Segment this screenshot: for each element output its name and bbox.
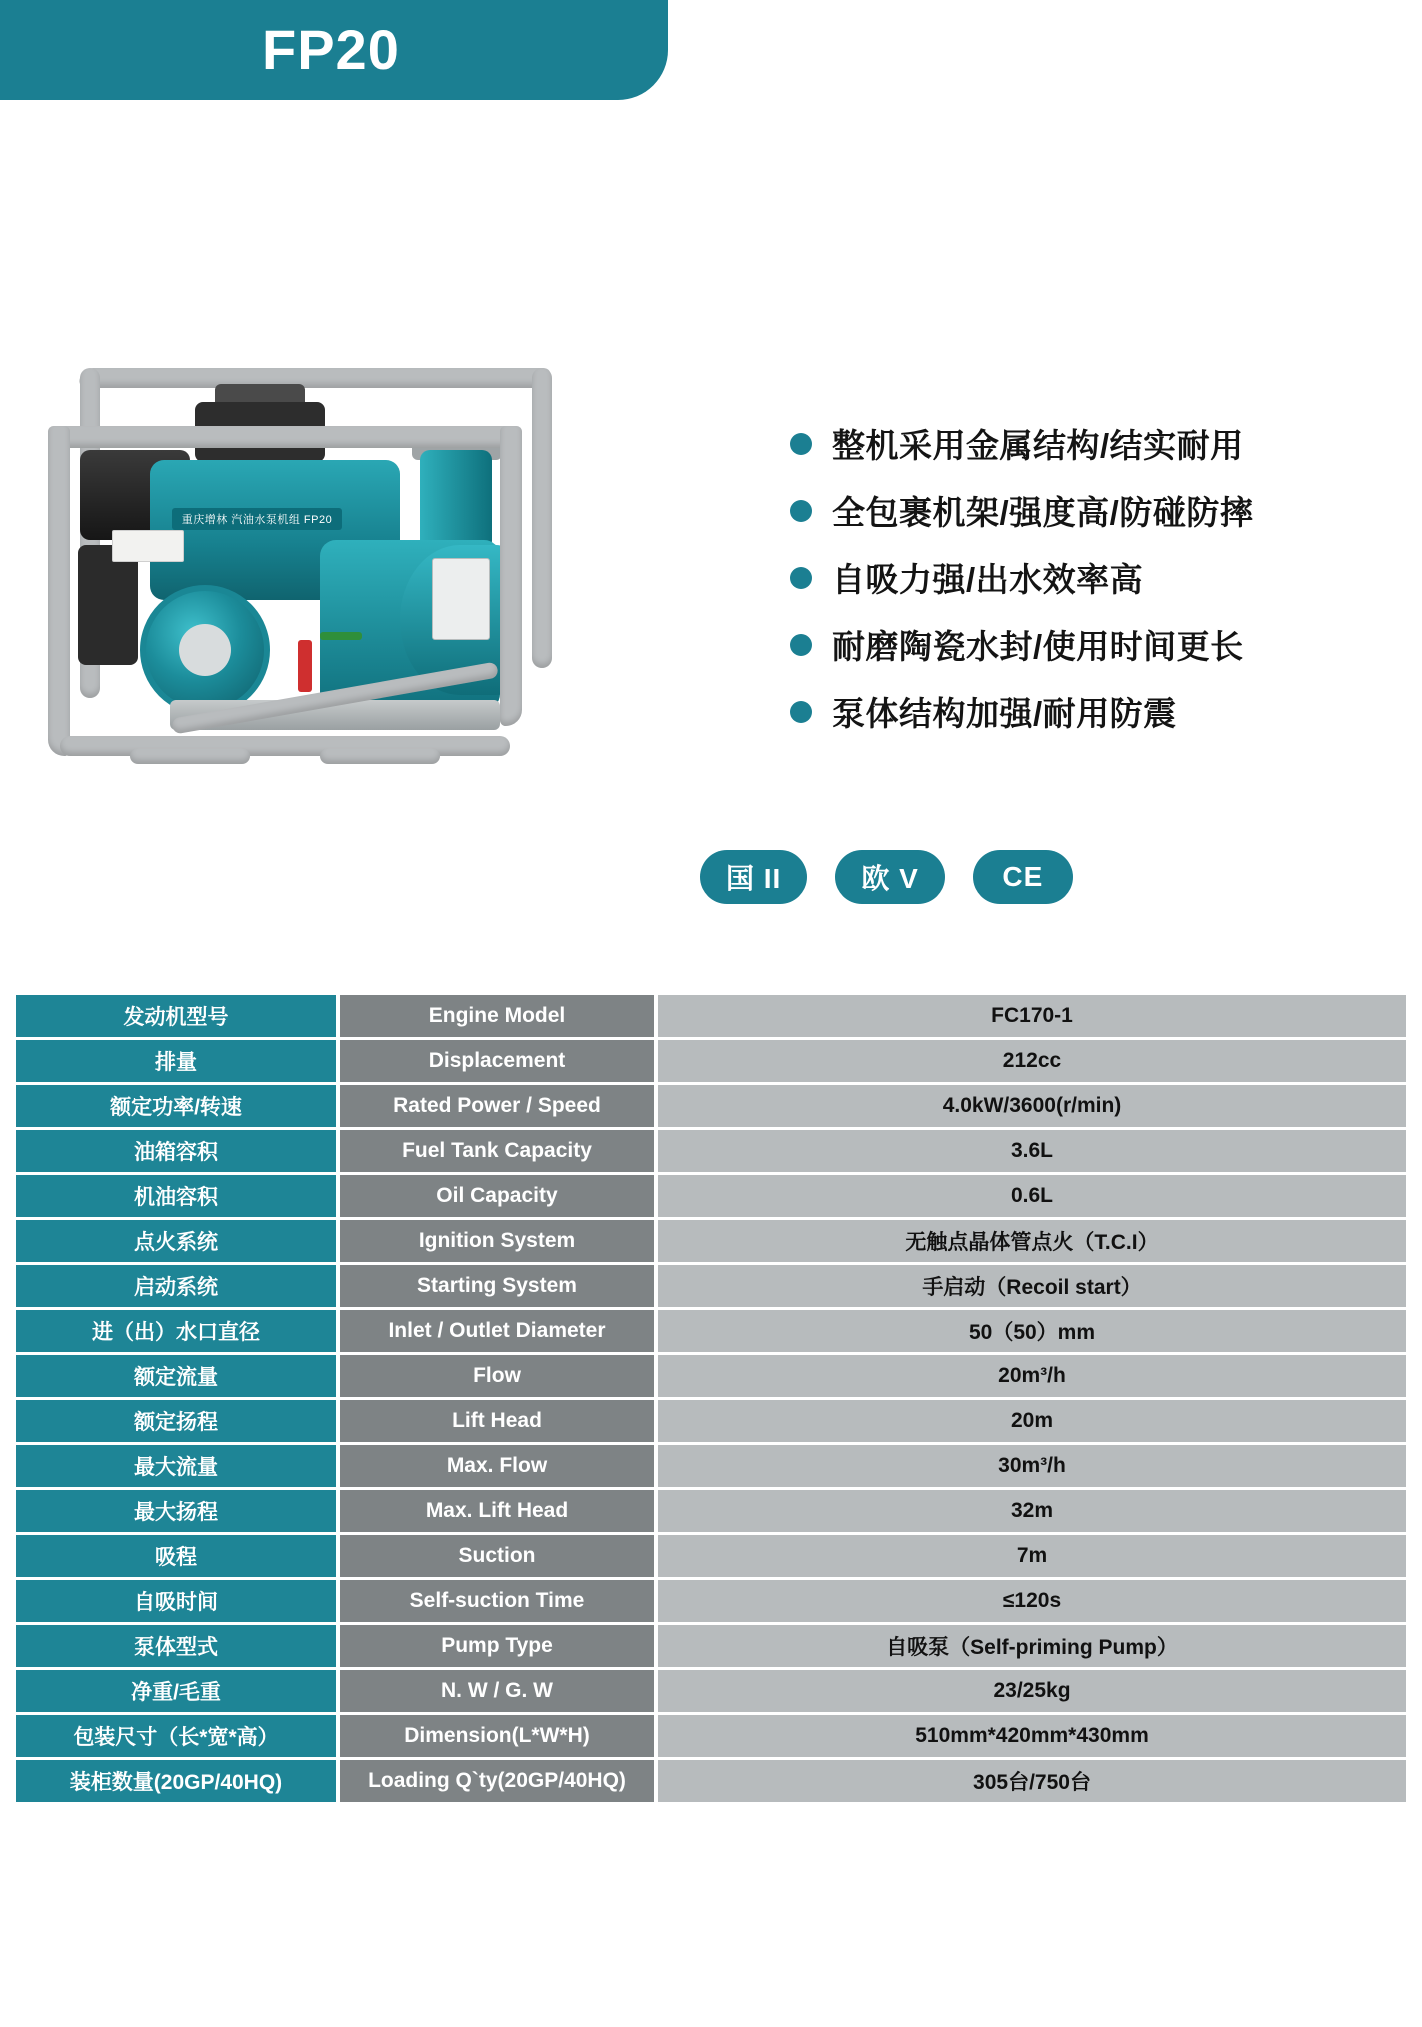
table-row xyxy=(16,1400,1406,1442)
spec-value: 20m xyxy=(658,1400,1406,1442)
spec-name-cn: 自吸时间 xyxy=(16,1580,336,1622)
spec-value: 手启动（Recoil start） xyxy=(658,1265,1406,1307)
hero-section xyxy=(0,100,1422,840)
spec-name-en: Lift Head xyxy=(336,1400,658,1442)
spec-name-cn: 包装尺寸（长*宽*高） xyxy=(16,1715,336,1757)
table-row xyxy=(16,1355,1406,1397)
frame-bar-right-front xyxy=(500,426,522,726)
product-image xyxy=(0,100,790,800)
bullet-dot-icon xyxy=(790,634,812,656)
table-row xyxy=(16,1715,1406,1757)
spec-value: 0.6L xyxy=(658,1175,1406,1217)
spec-name-cn: 发动机型号 xyxy=(16,995,336,1037)
spec-name-cn: 泵体型式 xyxy=(16,1625,336,1667)
frame-bar-bottom xyxy=(60,736,510,756)
spec-name-cn: 油箱容积 xyxy=(16,1130,336,1172)
spec-name-cn: 最大流量 xyxy=(16,1445,336,1487)
frame-bar-left-front xyxy=(48,426,70,756)
spec-value: 无触点晶体管点火（T.C.I） xyxy=(658,1220,1406,1262)
specification-table xyxy=(16,992,1406,1805)
table-row xyxy=(16,1265,1406,1307)
bullet-dot-icon xyxy=(790,701,812,723)
spec-table-body xyxy=(16,995,1406,1802)
table-row xyxy=(16,1130,1406,1172)
spec-name-cn: 额定扬程 xyxy=(16,1400,336,1442)
spec-name-en: Max. Flow xyxy=(336,1445,658,1487)
spec-name-en: Pump Type xyxy=(336,1625,658,1667)
spec-value: 32m xyxy=(658,1490,1406,1532)
frame-bar-top-front xyxy=(50,426,520,448)
feature-item xyxy=(790,487,1402,534)
spec-name-cn: 净重/毛重 xyxy=(16,1670,336,1712)
spec-name-cn: 最大扬程 xyxy=(16,1490,336,1532)
feature-label: 耐磨陶瓷水封/使用时间更长 xyxy=(832,628,1244,665)
spec-name-en: Engine Model xyxy=(336,995,658,1037)
frame-bar-right-back xyxy=(532,368,552,668)
feature-item xyxy=(790,420,1402,467)
feature-label: 泵体结构加强/耐用防震 xyxy=(832,695,1177,732)
spec-name-cn: 额定功率/转速 xyxy=(16,1085,336,1127)
table-row xyxy=(16,1175,1406,1217)
spec-value: 305台/750台 xyxy=(658,1760,1406,1802)
frame-bar-top-back xyxy=(77,368,553,388)
spec-name-cn: 装柜数量(20GP/40HQ) xyxy=(16,1760,336,1802)
spec-name-en: Flow xyxy=(336,1355,658,1397)
engine-decal: 重庆增林 汽油水泵机组 FP20 xyxy=(172,508,342,530)
frame-foot-left xyxy=(130,748,250,764)
spec-name-en: Loading Q`ty(20GP/40HQ) xyxy=(336,1760,658,1802)
spec-name-en: Ignition System xyxy=(336,1220,658,1262)
spec-name-en: Max. Lift Head xyxy=(336,1490,658,1532)
bullet-dot-icon xyxy=(790,500,812,522)
certification-badges xyxy=(0,850,1422,904)
spec-value: 3.6L xyxy=(658,1130,1406,1172)
spec-name-cn: 启动系统 xyxy=(16,1265,336,1307)
wire-green xyxy=(320,632,362,640)
table-row xyxy=(16,995,1406,1037)
table-row xyxy=(16,1760,1406,1802)
spec-value: 4.0kW/3600(r/min) xyxy=(658,1085,1406,1127)
table-row xyxy=(16,1490,1406,1532)
recoil-starter xyxy=(140,585,270,715)
outlet-pipe xyxy=(420,450,492,545)
badge-ce: CE xyxy=(973,850,1073,904)
bullet-dot-icon xyxy=(790,567,812,589)
badge-euro-v: 欧 V xyxy=(835,850,944,904)
spec-name-en: Rated Power / Speed xyxy=(336,1085,658,1127)
spec-name-en: Starting System xyxy=(336,1265,658,1307)
pump-illustration xyxy=(20,340,720,810)
frame-foot-right xyxy=(320,748,440,764)
table-row xyxy=(16,1085,1406,1127)
muffler xyxy=(78,545,138,665)
spec-name-cn: 机油容积 xyxy=(16,1175,336,1217)
spec-value: 自吸泵（Self-priming Pump） xyxy=(658,1625,1406,1667)
feature-item xyxy=(790,554,1402,601)
spec-name-en: Inlet / Outlet Diameter xyxy=(336,1310,658,1352)
spec-name-cn: 排量 xyxy=(16,1040,336,1082)
spec-name-en: Dimension(L*W*H) xyxy=(336,1715,658,1757)
spec-name-en: Displacement xyxy=(336,1040,658,1082)
spec-value: FC170-1 xyxy=(658,995,1406,1037)
table-row xyxy=(16,1220,1406,1262)
table-row xyxy=(16,1535,1406,1577)
spec-name-cn: 吸程 xyxy=(16,1535,336,1577)
spec-name-cn: 额定流量 xyxy=(16,1355,336,1397)
model-title-banner xyxy=(0,0,668,100)
warning-label xyxy=(112,530,184,562)
spec-value: 510mm*420mm*430mm xyxy=(658,1715,1406,1757)
spec-name-cn: 进（出）水口直径 xyxy=(16,1310,336,1352)
feature-label: 全包裹机架/强度高/防碰防摔 xyxy=(832,494,1254,531)
spec-name-en: Suction xyxy=(336,1535,658,1577)
bullet-dot-icon xyxy=(790,433,812,455)
spec-value: 50（50）mm xyxy=(658,1310,1406,1352)
feature-label: 自吸力强/出水效率高 xyxy=(832,561,1144,598)
spec-value: 20m³/h xyxy=(658,1355,1406,1397)
feature-item xyxy=(790,688,1402,735)
feature-item xyxy=(790,621,1402,668)
spec-name-cn: 点火系统 xyxy=(16,1220,336,1262)
spec-name-en: N. W / G. W xyxy=(336,1670,658,1712)
table-row xyxy=(16,1310,1406,1352)
spec-plate xyxy=(432,558,490,640)
page-title: FP20 xyxy=(262,18,400,81)
spec-name-en: Self-suction Time xyxy=(336,1580,658,1622)
table-row xyxy=(16,1670,1406,1712)
badge-guo-ii: 国 II xyxy=(700,850,807,904)
spec-value: 23/25kg xyxy=(658,1670,1406,1712)
spec-name-en: Oil Capacity xyxy=(336,1175,658,1217)
spec-value: 7m xyxy=(658,1535,1406,1577)
table-row xyxy=(16,1580,1406,1622)
table-row xyxy=(16,1040,1406,1082)
feature-list xyxy=(790,100,1422,755)
spec-value: 212cc xyxy=(658,1040,1406,1082)
spec-value: ≤120s xyxy=(658,1580,1406,1622)
feature-label: 整机采用金属结构/结实耐用 xyxy=(832,427,1244,464)
table-row xyxy=(16,1625,1406,1667)
spec-value: 30m³/h xyxy=(658,1445,1406,1487)
wire-red xyxy=(298,640,312,692)
spec-name-en: Fuel Tank Capacity xyxy=(336,1130,658,1172)
table-row xyxy=(16,1445,1406,1487)
